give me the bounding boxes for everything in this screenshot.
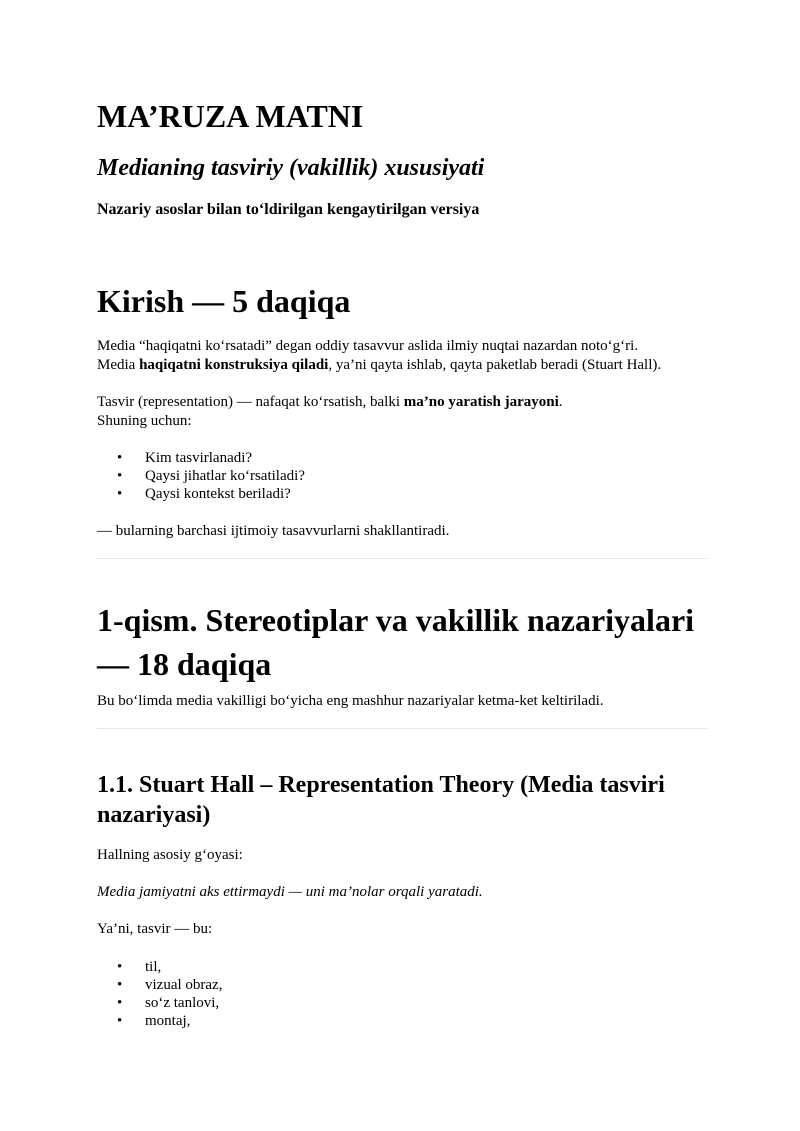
bullet-icon: • xyxy=(117,468,123,484)
bullet-icon: • xyxy=(117,450,123,466)
section-1-1-heading-line1: 1.1. Stuart Hall – Representation Theory (Media tasviri xyxy=(97,772,665,798)
part1-heading xyxy=(97,598,717,686)
section-divider xyxy=(97,558,707,559)
intro-paragraph-2 xyxy=(97,393,717,431)
list-item: • Qaysi jihatlar ko‘rsatiladi? xyxy=(117,468,305,484)
intro-p2-bold: ma’no yaratish jarayoni xyxy=(403,394,559,410)
part1-heading-line2: — 18 daqiqa xyxy=(97,646,272,682)
part1-intro: Bu bo‘limda media vakilligi bo‘yicha eng mashhur nazariyalar ketma-ket keltiriladi. xyxy=(97,693,604,709)
list-item: • Qaysi kontekst beriladi? xyxy=(117,486,291,502)
intro-p1-line2-bold: haqiqatni konstruksiya qiladi xyxy=(139,357,329,373)
document-title: MA’RUZA MATNI xyxy=(97,98,364,134)
intro-heading: Kirish — 5 daqiqa xyxy=(97,283,351,319)
section-1-1-bullet-list xyxy=(117,958,222,1030)
bullet-icon: • xyxy=(117,1013,123,1029)
intro-bullet-list xyxy=(117,449,305,503)
intro-paragraph-1 xyxy=(97,337,717,375)
section-divider xyxy=(97,728,707,729)
bullet-icon: • xyxy=(117,486,123,502)
list-item: • Kim tasvirlanadi? xyxy=(117,450,253,466)
intro-p1-line2-pre: Media xyxy=(97,357,140,373)
section-1-1-paragraph-2: Ya’ni, tasvir — bu: xyxy=(97,921,213,937)
section-1-1-heading-line2: nazariyasi) xyxy=(97,802,211,828)
intro-p1-line2-post: , ya’ni qayta ishlab, qayta paketlab beradi (Stuart Hall). xyxy=(328,357,662,373)
list-item: • til, xyxy=(117,959,162,975)
intro-p1-line1: Media “haqiqatni ko‘rsatadi” degan oddiy tasavvur aslida ilmiy nuqtai nazardan noto‘g‘ri. xyxy=(97,338,639,354)
bullet-icon: • xyxy=(117,995,123,1011)
document-note: Nazariy asoslar bilan to‘ldirilgan kengaytirilgan versiya xyxy=(97,201,480,218)
intro-p2-line2: Shuning uchun: xyxy=(97,413,192,429)
intro-p2-post: . xyxy=(558,394,563,410)
list-item: • vizual obraz, xyxy=(117,977,223,993)
quote-text: Media jamiyatni aks ettirmaydi — uni ma’nolar orqali yaratadi. xyxy=(97,884,483,900)
section-1-1-quote xyxy=(97,883,717,902)
bullet-icon: • xyxy=(117,959,123,975)
document-subtitle: Medianing tasviriy (vakillik) xususiyati xyxy=(97,155,485,181)
intro-p2-pre: Tasvir (representation) — nafaqat ko‘rsatish, balki xyxy=(97,394,404,410)
bullet-icon: • xyxy=(117,977,123,993)
intro-closing: — bularning barchasi ijtimoiy tasavvurlarni shakllantiradi. xyxy=(97,523,450,539)
list-item: • montaj, xyxy=(117,1013,191,1029)
list-item: • so‘z tanlovi, xyxy=(117,995,220,1011)
part1-heading-line1: 1-qism. Stereotiplar va vakillik nazariyalari xyxy=(97,602,695,638)
section-1-1-paragraph-1: Hallning asosiy g‘oyasi: xyxy=(97,847,243,863)
section-1-1-heading xyxy=(97,770,717,830)
